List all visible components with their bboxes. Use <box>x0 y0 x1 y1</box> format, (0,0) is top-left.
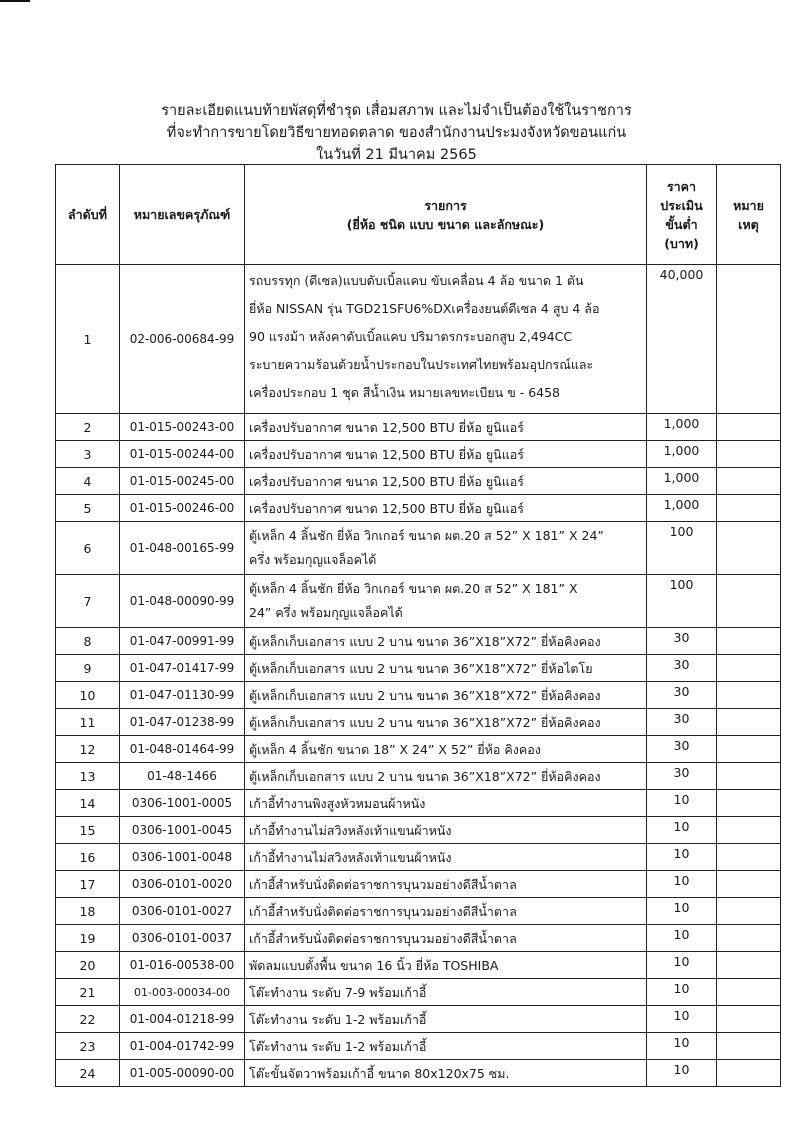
table-row <box>56 628 781 655</box>
row-code: 0306-0101-0037 <box>120 925 245 952</box>
row-note <box>717 871 781 898</box>
row-desc: พัดลมแบบตั้งพื้น ขนาด 16 นิ้ว ยี่ห้อ TOSHIBA <box>245 952 647 979</box>
row-desc: เก้าอี้สำหรับนั่งติดต่อราชการบุนวมอย่างดีสีน้ำตาล <box>245 871 647 898</box>
row-desc: ตู้เหล็กเก็บเอกสาร แบบ 2 บาน ขนาด 36”X18”X72” ยี่ห้อคิงคอง <box>245 763 647 790</box>
document-heading <box>0 100 793 166</box>
row-note <box>717 844 781 871</box>
row-code: 02-006-00684-99 <box>120 265 245 414</box>
row-code: 01-015-00243-00 <box>120 414 245 441</box>
row-price: 10 <box>647 979 717 1006</box>
row-note <box>717 655 781 682</box>
scan-mark <box>0 0 30 2</box>
row-no: 17 <box>56 871 120 898</box>
row-no: 23 <box>56 1033 120 1060</box>
row-no: 24 <box>56 1060 120 1087</box>
table-row <box>56 925 781 952</box>
row-price: 10 <box>647 817 717 844</box>
row-no: 19 <box>56 925 120 952</box>
row-price: 10 <box>647 952 717 979</box>
row-code: 0306-1001-0048 <box>120 844 245 871</box>
row-desc: เก้าอี้สำหรับนั่งติดต่อราชการบุนวมอย่างดีสีน้ำตาล <box>245 925 647 952</box>
row-desc: เก้าอี้ทำงานพิงสูงหัวหมอนผ้าหนัง <box>245 790 647 817</box>
row-desc: ตู้เหล็ก 4 ลิ้นชัก ขนาด 18” X 24” X 52” ยี่ห้อ คิงคอง <box>245 736 647 763</box>
table-row <box>56 265 781 414</box>
heading-line-1: รายละเอียดแนบท้ายพัสดุที่ชำรุด เสื่อมสภาพ และไม่จำเป็นต้องใช้ในราชการ <box>161 103 632 119</box>
row-code: 01-015-00245-00 <box>120 468 245 495</box>
row-code: 01-047-01417-99 <box>120 655 245 682</box>
row-no: 9 <box>56 655 120 682</box>
row-desc: โต๊ะขั้นจัตวาพร้อมเก้าอี้ ขนาด 80x120x75 ซม. <box>245 1060 647 1087</box>
row-no: 4 <box>56 468 120 495</box>
table-row <box>56 844 781 871</box>
table-header-row <box>56 165 781 265</box>
header-price: ราคา ประเมิน ขั้นต่ำ (บาท) <box>647 165 717 265</box>
heading-line-3: ในวันที่ 21 มีนาคม 2565 <box>316 147 477 163</box>
row-note <box>717 265 781 414</box>
row-code: 01-047-01130-99 <box>120 682 245 709</box>
table-row <box>56 468 781 495</box>
row-code: 01-047-01238-99 <box>120 709 245 736</box>
row-price: 10 <box>647 790 717 817</box>
row-no: 10 <box>56 682 120 709</box>
row-no: 18 <box>56 898 120 925</box>
table-row <box>56 817 781 844</box>
row-no: 7 <box>56 575 120 628</box>
row-desc: รถบรรทุก (ดีเซล)แบบดับเบิ้ลแคบ ขับเคลื่อน 4 ล้อ ขนาด 1 ตัน ยี่ห้อ NISSAN รุ่น TGD21SFU6%DXเครื่องยนต์ดีเซล 4 สูบ 4 ล้อ 90 แรงม้า หลังคาดับเบิ้ลแคบ ปริมาตรกระบอกสูบ 2,494CC ระบายความร้อนด้วยน้ำประกอบในประเทศไทยพร้อมอุปกรณ์และ เครื่องประกอบ 1 ชุด สีน้ำเงิน หมายเลขทะเบียน ข - 6458 <box>245 265 647 414</box>
row-code: 01-48-1466 <box>120 763 245 790</box>
row-code: 0306-0101-0020 <box>120 871 245 898</box>
row-no: 16 <box>56 844 120 871</box>
row-note <box>717 682 781 709</box>
row-code: 01-048-01464-99 <box>120 736 245 763</box>
row-price: 10 <box>647 1006 717 1033</box>
table-row <box>56 898 781 925</box>
row-price: 30 <box>647 763 717 790</box>
row-no: 14 <box>56 790 120 817</box>
row-desc: เครื่องปรับอากาศ ขนาด 12,500 BTU ยี่ห้อ ยูนิแอร์ <box>245 468 647 495</box>
row-price: 40,000 <box>647 265 717 414</box>
row-note <box>717 709 781 736</box>
row-price: 30 <box>647 709 717 736</box>
row-price: 10 <box>647 1060 717 1087</box>
row-note <box>717 925 781 952</box>
row-desc: เก้าอี้ทำงานไม่สวิงหลังเท้าแขนผ้าหนัง <box>245 844 647 871</box>
row-code: 0306-1001-0045 <box>120 817 245 844</box>
row-price: 10 <box>647 1033 717 1060</box>
header-note: หมาย เหตุ <box>717 165 781 265</box>
row-code: 01-015-00246-00 <box>120 495 245 522</box>
row-note <box>717 628 781 655</box>
row-price: 30 <box>647 682 717 709</box>
row-no: 5 <box>56 495 120 522</box>
row-desc: ตู้เหล็กเก็บเอกสาร แบบ 2 บาน ขนาด 36”X18”X72” ยี่ห้อคิงคอง <box>245 628 647 655</box>
row-no: 3 <box>56 441 120 468</box>
table-row <box>56 763 781 790</box>
row-price: 100 <box>647 522 717 575</box>
row-no: 8 <box>56 628 120 655</box>
row-desc: ตู้เหล็กเก็บเอกสาร แบบ 2 บาน ขนาด 36”X18”X72” ยี่ห้อคิงคอง <box>245 709 647 736</box>
row-note <box>717 1060 781 1087</box>
row-note <box>717 817 781 844</box>
table-row <box>56 575 781 628</box>
row-price: 10 <box>647 871 717 898</box>
row-no: 20 <box>56 952 120 979</box>
row-note <box>717 441 781 468</box>
row-desc: ตู้เหล็ก 4 ลิ้นชัก ยี่ห้อ วิกเกอร์ ขนาด ผต.20 ส 52” X 181” X 24” ครึ่ง พร้อมกุญแจล็อคได้ <box>245 575 647 628</box>
row-desc: ตู้เหล็กเก็บเอกสาร แบบ 2 บาน ขนาด 36”X18”X72” ยี่ห้อไตโย <box>245 655 647 682</box>
row-code: 01-016-00538-00 <box>120 952 245 979</box>
row-desc: เครื่องปรับอากาศ ขนาด 12,500 BTU ยี่ห้อ ยูนิแอร์ <box>245 441 647 468</box>
row-desc: เครื่องปรับอากาศ ขนาด 12,500 BTU ยี่ห้อ ยูนิแอร์ <box>245 414 647 441</box>
table-row <box>56 655 781 682</box>
row-no: 6 <box>56 522 120 575</box>
row-desc: โต๊ะทำงาน ระดับ 1-2 พร้อมเก้าอี้ <box>245 1006 647 1033</box>
row-no: 1 <box>56 265 120 414</box>
table-row <box>56 1006 781 1033</box>
row-code: 01-004-01742-99 <box>120 1033 245 1060</box>
row-note <box>717 414 781 441</box>
row-note <box>717 763 781 790</box>
row-note <box>717 952 781 979</box>
row-no: 11 <box>56 709 120 736</box>
table-row <box>56 709 781 736</box>
row-price: 10 <box>647 925 717 952</box>
table-row <box>56 414 781 441</box>
row-no: 21 <box>56 979 120 1006</box>
table-row <box>56 1033 781 1060</box>
row-note <box>717 898 781 925</box>
row-no: 12 <box>56 736 120 763</box>
row-note <box>717 495 781 522</box>
row-no: 13 <box>56 763 120 790</box>
row-no: 15 <box>56 817 120 844</box>
row-code: 01-004-01218-99 <box>120 1006 245 1033</box>
row-price: 1,000 <box>647 468 717 495</box>
row-note <box>717 1033 781 1060</box>
row-code: 01-048-00165-99 <box>120 522 245 575</box>
header-desc: รายการ (ยี่ห้อ ชนิด แบบ ขนาด และลักษณะ) <box>245 165 647 265</box>
row-note <box>717 979 781 1006</box>
row-note <box>717 790 781 817</box>
table-row <box>56 495 781 522</box>
row-desc: โต๊ะทำงาน ระดับ 7-9 พร้อมเก้าอี้ <box>245 979 647 1006</box>
row-desc: เครื่องปรับอากาศ ขนาด 12,500 BTU ยี่ห้อ ยูนิแอร์ <box>245 495 647 522</box>
table-row <box>56 736 781 763</box>
row-note <box>717 1006 781 1033</box>
row-note <box>717 575 781 628</box>
row-code: 01-003-00034-00 <box>120 979 245 1006</box>
row-note <box>717 522 781 575</box>
row-price: 30 <box>647 628 717 655</box>
row-code: 0306-0101-0027 <box>120 898 245 925</box>
header-code: หมายเลขครุภัณฑ์ <box>120 165 245 265</box>
row-price: 10 <box>647 844 717 871</box>
row-code: 01-047-00991-99 <box>120 628 245 655</box>
row-price: 30 <box>647 736 717 763</box>
row-desc: ตู้เหล็กเก็บเอกสาร แบบ 2 บาน ขนาด 36”X18”X72” ยี่ห้อคิงคอง <box>245 682 647 709</box>
table-row <box>56 682 781 709</box>
row-note <box>717 736 781 763</box>
row-code: 01-015-00244-00 <box>120 441 245 468</box>
row-price: 30 <box>647 655 717 682</box>
table-row <box>56 790 781 817</box>
table-row <box>56 441 781 468</box>
row-price: 10 <box>647 898 717 925</box>
row-desc: โต๊ะทำงาน ระดับ 1-2 พร้อมเก้าอี้ <box>245 1033 647 1060</box>
table-row <box>56 979 781 1006</box>
row-desc: เก้าอี้ทำงานไม่สวิงหลังเท้าแขนผ้าหนัง <box>245 817 647 844</box>
heading-line-2: ที่จะทำการขายโดยวิธีขายทอดตลาด ของสำนักงานประมงจังหวัดขอนแก่น <box>166 125 627 141</box>
row-desc: เก้าอี้สำหรับนั่งติดต่อราชการบุนวมอย่างดีสีน้ำตาล <box>245 898 647 925</box>
table-row <box>56 1060 781 1087</box>
row-desc: ตู้เหล็ก 4 ลิ้นชัก ยี่ห้อ วิกเกอร์ ขนาด ผต.20 ส 52” X 181” X 24” ครึ่ง พร้อมกุญแจล็อคได้ <box>245 522 647 575</box>
table-row <box>56 871 781 898</box>
row-price: 100 <box>647 575 717 628</box>
asset-table <box>55 164 781 1087</box>
row-price: 1,000 <box>647 495 717 522</box>
row-code: 01-048-00090-99 <box>120 575 245 628</box>
row-no: 22 <box>56 1006 120 1033</box>
row-price: 1,000 <box>647 414 717 441</box>
table-row <box>56 522 781 575</box>
row-note <box>717 468 781 495</box>
row-code: 01-005-00090-00 <box>120 1060 245 1087</box>
row-no: 2 <box>56 414 120 441</box>
row-code: 0306-1001-0005 <box>120 790 245 817</box>
table-row <box>56 952 781 979</box>
header-no: ลำดับที่ <box>56 165 120 265</box>
row-price: 1,000 <box>647 441 717 468</box>
